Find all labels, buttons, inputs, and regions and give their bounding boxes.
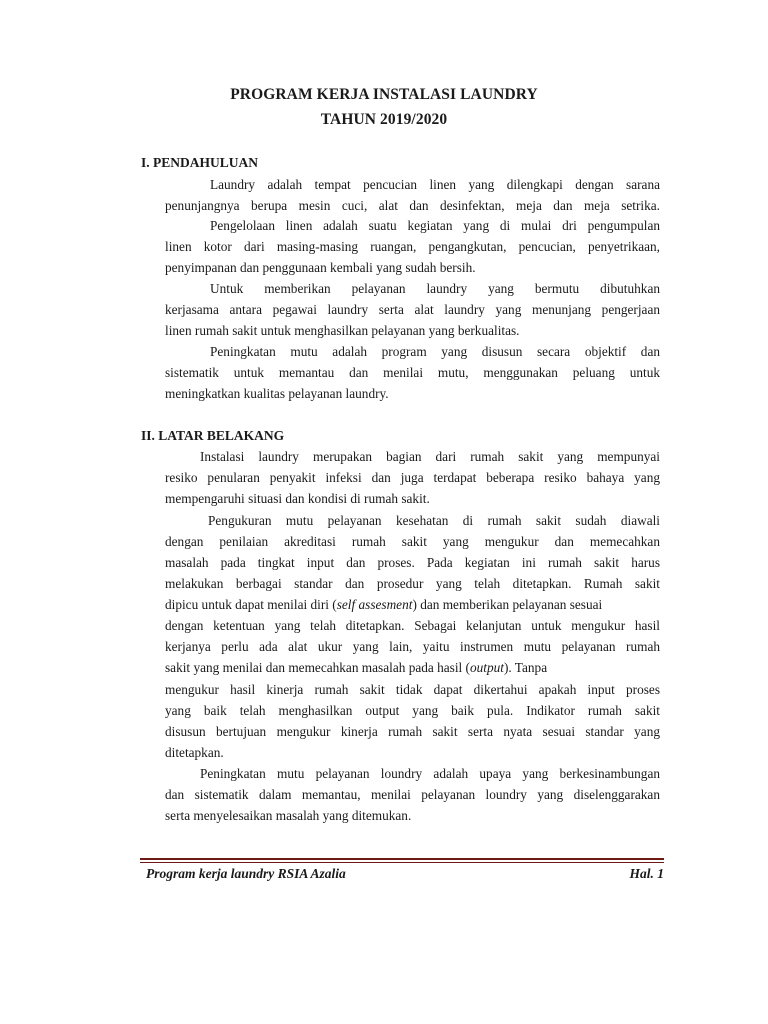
paragraph-line: Pengelolaan linen adalah suatu kegiatan yang di mulai dri pengumpulan bbox=[210, 218, 660, 233]
paragraph-line: yang baik telah menghasilkan output yang baik pula. Indikator rumah sakit bbox=[165, 703, 660, 718]
text-segment: sakit yang menilai dan memecahkan masalah pada hasil ( bbox=[165, 660, 470, 675]
paragraph-line-mixed bbox=[165, 660, 660, 676]
paragraph-line: disusun bertujuan mengukur kinerja rumah sakit serta nyata sesuai standar yang bbox=[165, 724, 660, 739]
section-heading-latar-belakang: II. LATAR BELAKANG bbox=[141, 428, 285, 443]
paragraph-line: kerjanya perlu ada alat ukur yang lain, yaitu instrumen mutu pelayanan rumah bbox=[165, 639, 660, 654]
paragraph-line: serta menyelesaikan masalah yang ditemukan. bbox=[165, 808, 412, 823]
text-segment: ). Tanpa bbox=[503, 660, 548, 675]
paragraph-line: penyimpanan dan penggunaan kembali yang sudah bersih. bbox=[165, 260, 476, 275]
italic-term: self assesment bbox=[336, 597, 413, 612]
paragraph-line: meningkatkan kualitas pelayanan laundry. bbox=[165, 386, 389, 401]
paragraph-line: Peningkatan mutu pelayanan loundry adalah upaya yang berkesinambungan bbox=[200, 766, 660, 781]
paragraph-line: mempengaruhi situasi dan kondisi di rumah sakit. bbox=[165, 491, 430, 506]
paragraph-line: linen kotor dari masing-masing ruangan, pengangkutan, pencucian, penyetrikaan, bbox=[165, 239, 660, 254]
paragraph-line: ditetapkan. bbox=[165, 745, 224, 760]
paragraph-line: dengan ketentuan yang telah ditetapkan. Sebagai kelanjutan untuk mengukur hasil bbox=[165, 618, 660, 633]
paragraph-line: Instalasi laundry merupakan bagian dari rumah sakit yang mempunyai bbox=[200, 449, 660, 464]
text-segment: dipicu untuk dapat menilai diri ( bbox=[165, 597, 337, 612]
paragraph-line: penunjangnya berupa mesin cuci, alat dan desinfektan, meja dan meja setrika. bbox=[165, 198, 660, 213]
paragraph-line: resiko penularan penyakit infeksi dan juga terdapat beberapa resiko bahaya yang bbox=[165, 470, 660, 485]
document-title: PROGRAM KERJA INSTALASI LAUNDRY bbox=[230, 86, 538, 103]
italic-term: output bbox=[469, 660, 504, 675]
paragraph-line: sistematik untuk memantau dan menilai mutu, menggunakan peluang untuk bbox=[165, 365, 660, 380]
paragraph-line: Untuk memberikan pelayanan laundry yang bermutu dibutuhkan bbox=[210, 281, 660, 296]
paragraph-line: linen rumah sakit untuk menghasilkan pelayanan yang berkualitas. bbox=[165, 323, 520, 338]
paragraph-line: Laundry adalah tempat pencucian linen yang dilengkapi dengan sarana bbox=[210, 177, 660, 192]
section-heading-pendahuluan: I. PENDAHULUAN bbox=[141, 155, 259, 170]
footer-document-name: Program kerja laundry RSIA Azalia bbox=[146, 866, 346, 881]
footer-page-number: Hal. 1 bbox=[629, 866, 664, 881]
paragraph-line: Peningkatan mutu adalah program yang disusun secara objektif dan bbox=[210, 344, 660, 359]
paragraph-line: dan sistematik dalam memantau, menilai pelayanan loundry yang diselenggarakan bbox=[165, 787, 660, 802]
paragraph-line: Pengukuran mutu pelayanan kesehatan di rumah sakit sudah diawali bbox=[208, 513, 660, 528]
footer-rule bbox=[140, 858, 664, 860]
paragraph-line: dengan penilaian akreditasi rumah sakit yang mengukur dan memecahkan bbox=[165, 534, 660, 549]
paragraph-line-mixed bbox=[165, 597, 660, 613]
paragraph-line: mengukur hasil kinerja rumah sakit tidak dapat dikertahui apakah input proses bbox=[165, 682, 660, 697]
paragraph-line: melakukan berbagai standar dan prosedur yang telah ditetapkan. Rumah sakit bbox=[165, 576, 660, 591]
paragraph-line: masalah pada tingkat input dan proses. Pada kegiatan ini rumah sakit harus bbox=[165, 555, 660, 570]
paragraph-line: kerjasama antara pegawai laundry serta alat laundry yang menunjang pengerjaan bbox=[165, 302, 660, 317]
document-subtitle: TAHUN 2019/2020 bbox=[320, 111, 448, 128]
text-segment: ) dan memberikan pelayanan sesuai bbox=[412, 597, 603, 612]
footer-rule-thin bbox=[140, 862, 664, 863]
